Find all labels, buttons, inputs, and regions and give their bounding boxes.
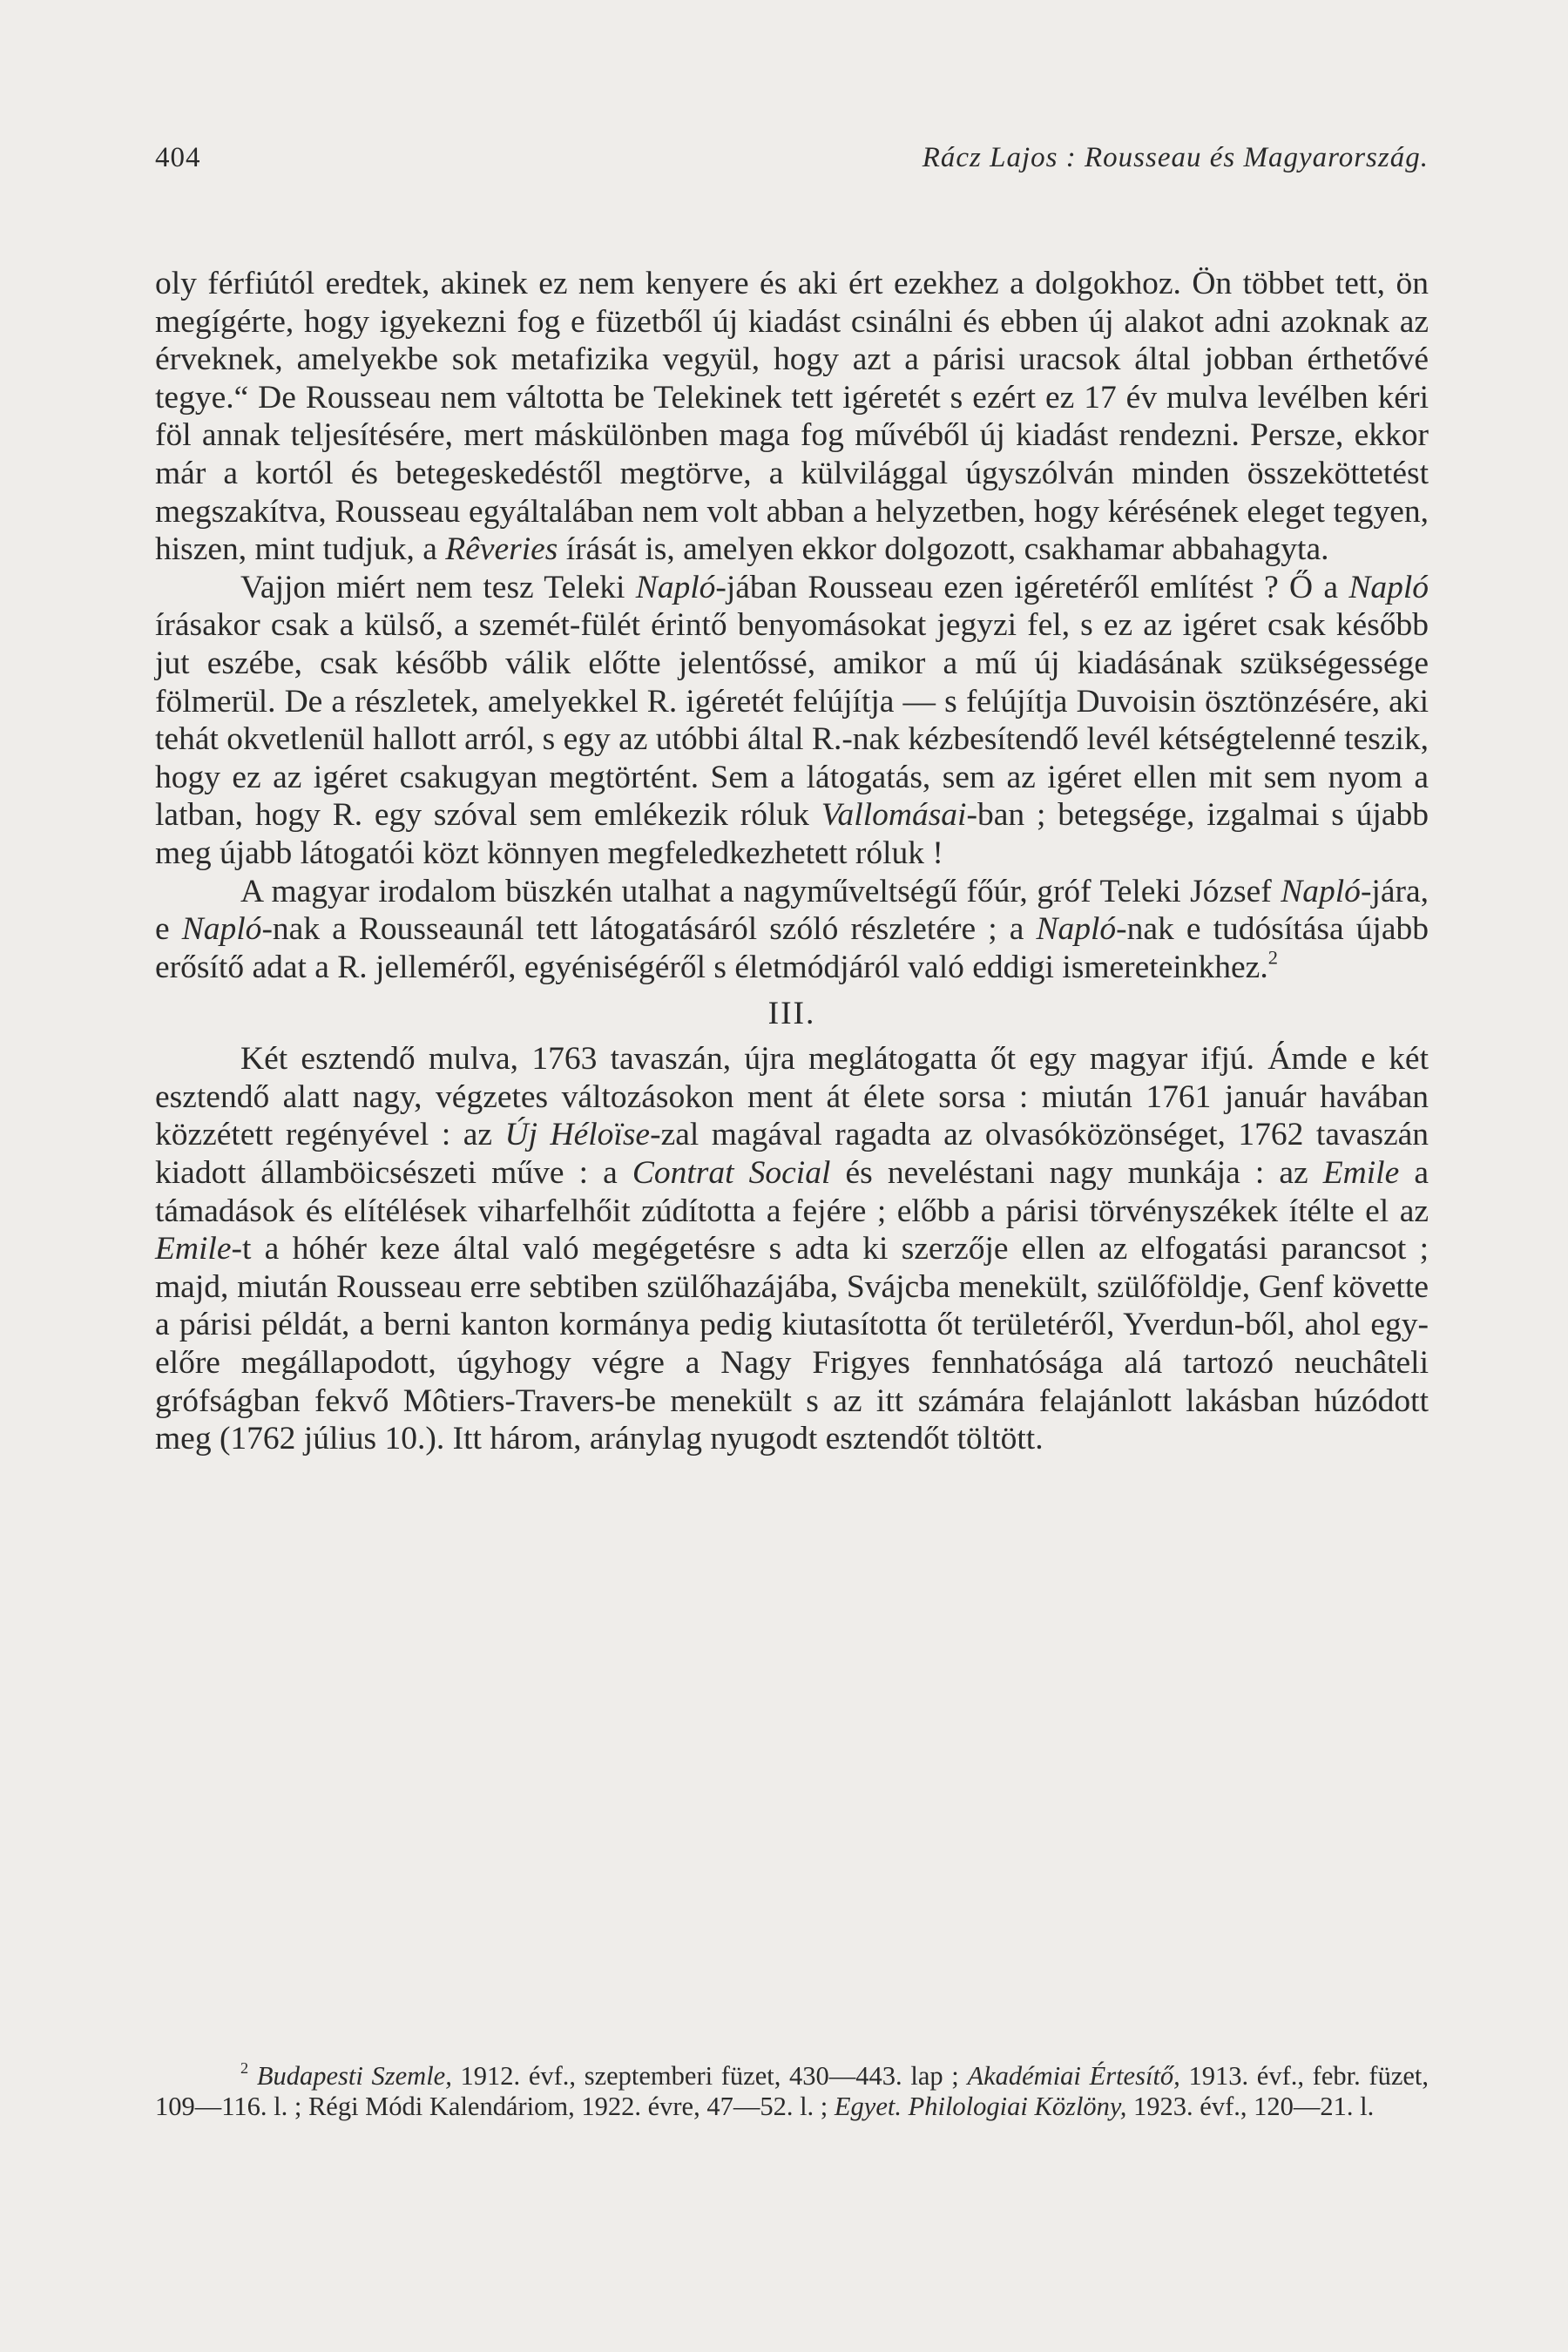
text-run: oly férfiútól eredtek, akinek ez nem kenyere és aki ért ezekhez a dolgokhoz. Ön többet tett, ön megígérte, hogy igyekezni fog e füzetből új kiadást csinálni és ebben új alakot adni azoknak az érveknek, amelyekbe sok metafizika vegyül, hogy azt a párisi uracsok által jobban érthetővé tegye.“ De Rousseau nem váltotta be Telekinek tett igéretét s ezért ez 17 év mulva levélben kéri föl annak teljesítésére, mert máskülönben maga fog művéből új kiadást rendezni. Persze, ekkor már a kortól és betegeskedéstől megtörve, a külvilággal úgyszólván minden összeköttetést megszakítva, Rousseau egyáltalában nem volt abban a helyzetben, hogy kérésének eleget tegyen, hiszen, mint tudjuk, a — [155, 266, 1429, 568]
text-run: -t a hóhér keze által való megégetésre s adta ki szerzője ellen az elfogatási parancsot ; majd, miután Rousseau erre sebtiben szülőhazájába, Svájcba menekült, szülőföldje, Genf követte a párisi példát, a berni kanton kormánya pedig kiutasította őt területéről, Yverdun-ből, ahol egyelőre megállapodott, úgyhogy végre a Nagy Frigyes fennhatósága alá tartozó neuchâteli grófságban fekvő Môtiers-Travers-be menekült s az itt számára felajánlott lakásban húzódott meg (1762 július 10.). Itt három, aránylag nyugodt esztendőt töltött. — [155, 1231, 1429, 1457]
page-header — [155, 138, 1429, 178]
text-run: -jában Rousseau ezen igéretéről említést ? Ő a — [715, 569, 1349, 605]
text-run: és neveléstani nagy munkája : az — [830, 1155, 1323, 1192]
footnotes — [155, 2061, 1429, 2122]
italic-text: Emile — [155, 1231, 232, 1267]
text-run: -nak a Rousseaunál tett látogatásáról szóló részletére ; a — [261, 911, 1037, 948]
paragraphs-before-section — [155, 265, 1429, 986]
italic-text: Rêveries — [445, 531, 558, 568]
text-run: A magyar irodalom büszkén utalhat a nagyműveltségű főúr, gróf Teleki József — [240, 873, 1281, 909]
text-run: Két esztendő mulva, 1763 tavaszán, újra meglátogatta őt egy magyar ifjú. Ámde e két esztendő alatt nagy, végzetes változásokon ment át élete sorsa : miután 1761 január havában közzétett regényével : az — [155, 1041, 1429, 1153]
italic-text: Emile — [1322, 1155, 1400, 1192]
text-run: írásakor csak a külső, a szemét-fülét érintő benyomásokat jegyzi fel, s ez az igéret csak később jut eszébe, csak később válik előtte jelentőssé, amikor a mű új kiadásának szükségessége fölmerül. De a részletek, amelyekkel R. igéretét felújítja — s felújítja Duvoisin ösztönzésére, aki tehát okvetlenül hallott arról, s egy az utóbbi által R.-nak kézbesítendő levél kétségtelenné teszik, hogy ez az igéret csakugyan megtörtént. Sem a látogatás, sem az igéret ellen mit sem nyom a latban, hogy R. egy szóval sem emlékezik róluk — [155, 607, 1429, 834]
paragraph — [155, 873, 1429, 987]
italic-text: Egyet. Philologiai Közlöny, — [834, 2092, 1127, 2121]
paragraph — [155, 569, 1429, 873]
text-run: 1912. évf., szeptemberi füzet, 430—443. lap ; — [451, 2061, 968, 2091]
italic-text: Napló — [1348, 569, 1429, 605]
paragraph — [155, 265, 1429, 569]
footnote — [155, 2061, 1429, 2122]
text-run: -ban ; betegsége, izgalmai s újabb meg újabb látogatói közt könnyen megfeledkezhetett róluk ! — [155, 797, 1429, 871]
footnote-marker: 2 — [240, 2059, 249, 2078]
italic-text: Napló — [1281, 873, 1361, 909]
italic-text: Napló — [1036, 911, 1117, 948]
main-text — [155, 265, 1429, 1458]
section-heading: III. — [767, 996, 816, 1032]
text-run: a támadások és elítélések viharfelhőit zúdította a fejére ; előbb a párisi törvényszékek ítélte el az — [155, 1155, 1429, 1229]
text-run: 1913. évf., febr. füzet, 109—116. l. ; Régi Módi Kalendáriom, 1922. évre, 47—52. l. ; — [155, 2061, 1429, 2121]
italic-text: Napló — [181, 911, 262, 948]
running-title: Rácz Lajos : Rousseau és Magyarország. — [922, 142, 1429, 173]
text-run: -nak e tudósítása újabb erősítő adat a R. jelleméről, egyéniségéről s életmódjáról való eddigi ismereteinkhez. — [155, 911, 1429, 985]
italic-text: Vallomásai — [821, 797, 967, 834]
text-run: írását is, amelyen ekkor dolgozott, csakhamar abbahagyta. — [558, 531, 1329, 568]
text-run: -zal magával ragadta az olvasóközönséget, 1762 tavaszán kiadott államböicsészeti műve : a — [155, 1117, 1429, 1192]
italic-text: Akadémiai Értesítő, — [967, 2061, 1180, 2091]
paragraph — [155, 1040, 1429, 1458]
page-number: 404 — [155, 142, 201, 173]
italic-text: Napló — [635, 569, 716, 605]
paragraphs-after-section — [155, 1040, 1429, 1458]
text-run: Vajjon miért nem tesz Teleki — [240, 569, 636, 605]
text-run: 1923. évf., 120—21. l. — [1126, 2092, 1375, 2121]
text-run: -jára, e — [155, 873, 1429, 948]
italic-text: Új Héloïse — [504, 1117, 651, 1153]
italic-text: Contrat Social — [632, 1155, 831, 1192]
italic-text: Budapesti Szemle, — [256, 2061, 452, 2091]
text-run — [248, 2061, 257, 2091]
footnote-marker: 2 — [1267, 945, 1278, 968]
